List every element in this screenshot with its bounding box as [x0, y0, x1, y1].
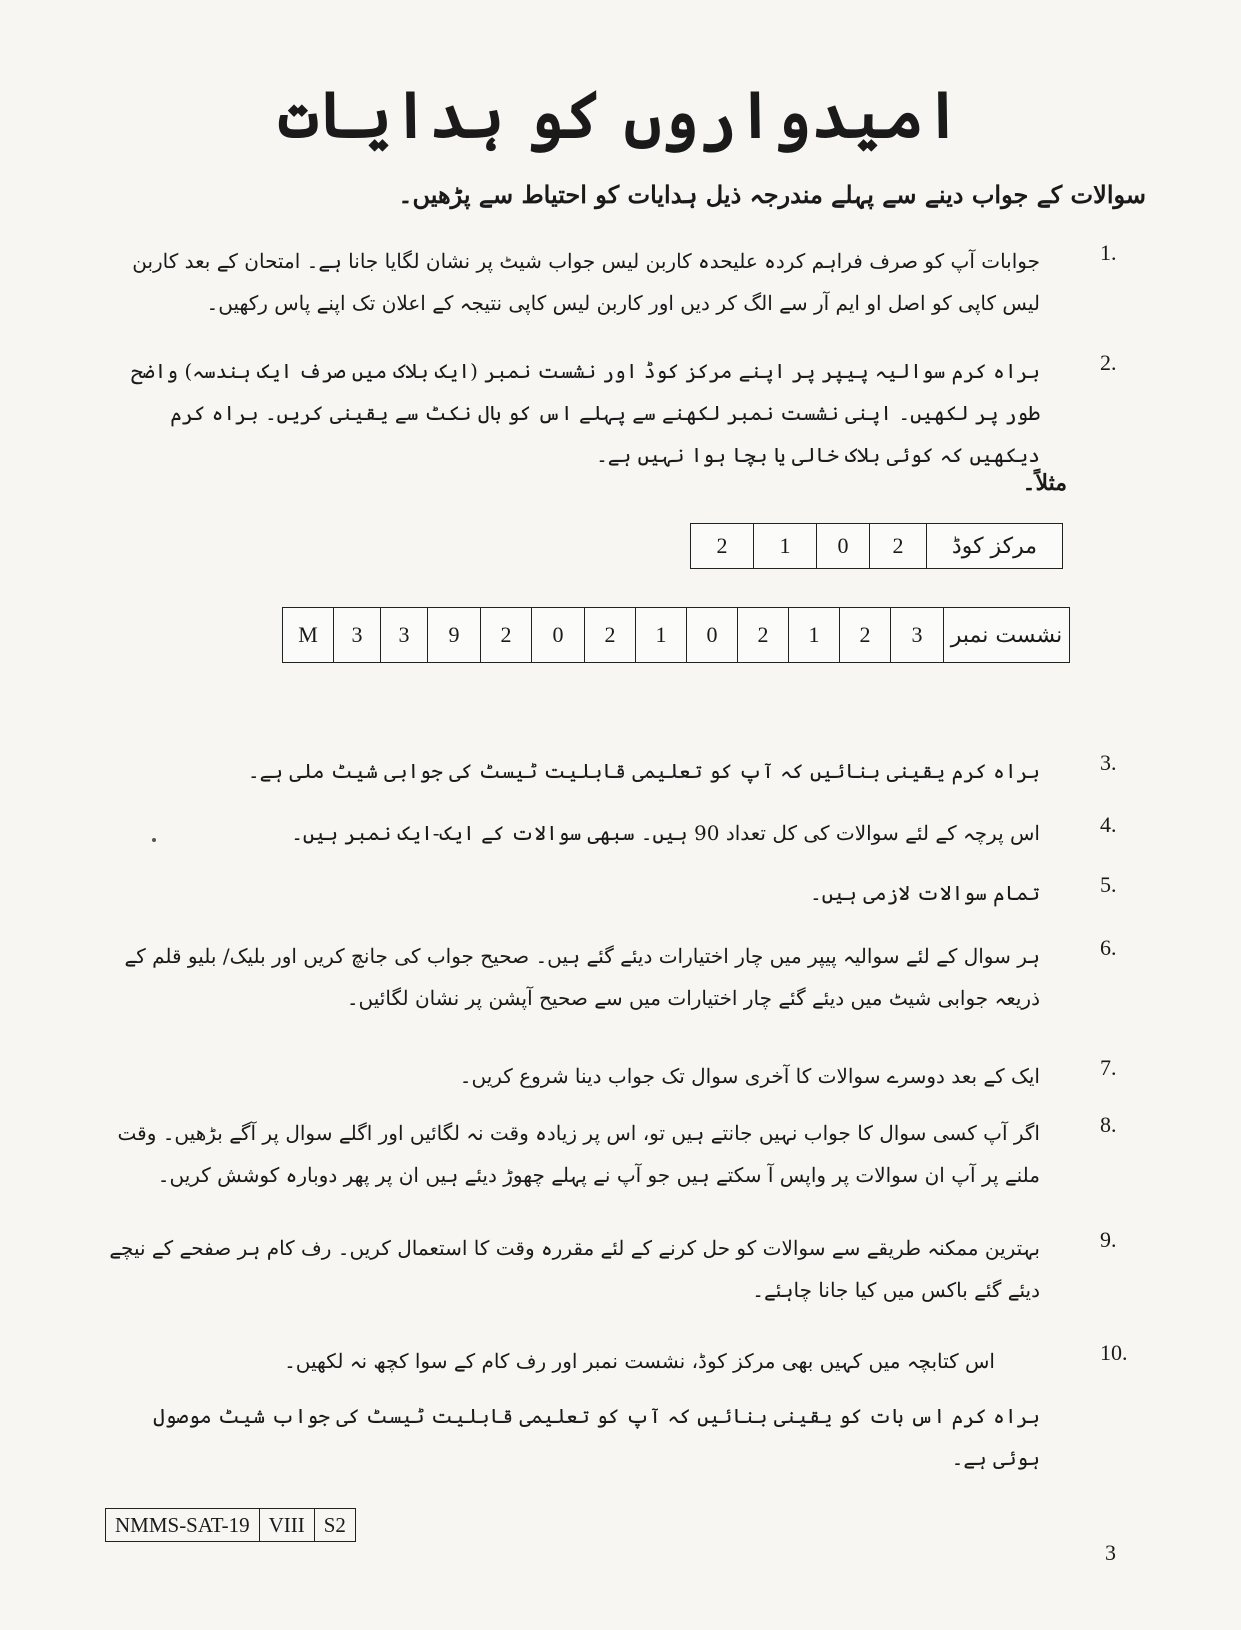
intro-text: سوالات کے جواب دینے سے پہلے مندرجہ ذیل ہدایات کو احتیاط سے پڑھیں۔ [398, 180, 1146, 209]
roll-number-char: 9 [428, 608, 481, 663]
instruction-number: 3. [1100, 750, 1117, 775]
instruction-text: براہ کرم سوالیہ پیپر پر اپنے مرکز کوڈ اور نشست نمبر (ایک بلاک میں صرف ایک ہندسہ) واضح طور پر لکھیں۔ اپنی نشست نمبر لکھنے سے پہلے اس کو بال نکٹ سے یقینی کریں۔ براہ کرم دیکھیں کہ کوئی بلاک خالی یا بچا ہوا نہیں ہے۔ [131, 359, 1040, 467]
instruction-number: 9. [1100, 1227, 1117, 1252]
instruction-8 [100, 1112, 1140, 1202]
instruction-4 [100, 812, 1140, 852]
page-number: 3 [1105, 1540, 1116, 1565]
instruction-number: 6. [1100, 935, 1117, 960]
roll-number-char: 1 [636, 608, 687, 663]
paper-code-box [105, 1508, 356, 1542]
roll-number-char: 3 [334, 608, 381, 663]
roll-number-char: 2 [840, 608, 891, 663]
centre-code-digit: 1 [754, 524, 817, 569]
centre-code-label: مرکز کوڈ [927, 524, 1063, 569]
scan-speck [152, 838, 156, 842]
instruction-text: تمام سوالات لازمی ہیں۔ [809, 881, 1040, 905]
instruction-3 [100, 750, 1140, 790]
closing-text: براہ کرم اس بات کو یقینی بنائیں کہ آپ کو تعلیمی قابلیت ٹیسٹ کی جواب شیٹ موصول ہوئی ہے۔ [153, 1404, 1040, 1470]
roll-number-char: 1 [789, 608, 840, 663]
paper-set: S2 [323, 1513, 346, 1537]
roll-number-grid [282, 607, 1070, 663]
closing-note [100, 1395, 1140, 1470]
instruction-5 [100, 872, 1140, 912]
instruction-text: اگر آپ کسی سوال کا جواب نہیں جانتے ہیں تو، اس پر زیادہ وقت نہ لگائیں اور اگلے سوال پر آگے بڑھیں۔ وقت ملنے پر آپ ان سوالات پر واپس آ سکتے ہیں جو آپ نے پہلے چھوڑ دیئے ہیں ان پر پھر دوبارہ کوشش کریں۔ [117, 1121, 1040, 1187]
example-label: مثلاً۔ [1022, 470, 1067, 496]
instruction-text: اس پرچہ کے لئے سوالات کی کل تعداد 90 ہیں۔ سبھی سوالات کے ایک-ایک نمبر ہیں۔ [291, 821, 1040, 845]
centre-code-digit: 2 [691, 524, 754, 569]
instruction-text: بہترین ممکنہ طریقے سے سوالات کو حل کرنے کے لئے مقررہ وقت کا استعمال کریں۔ رف کام ہر صفحے کے نیچے دیئے گئے باکس میں کیا جانا چاہئے۔ [109, 1236, 1040, 1302]
roll-number-label: نشست نمبر [944, 608, 1070, 663]
instruction-1 [100, 240, 1140, 330]
instruction-text: جوابات آپ کو صرف فراہم کردہ علیحدہ کاربن لیس جواب شیٹ پر نشان لگایا جانا ہے۔ امتحان کے بعد کاربن لیس کاپی کو اصل او ایم آر سے الگ کر دیں اور کاربن لیس کاپی نتیجہ کے اعلان تک اپنے پاس رکھیں۔ [132, 249, 1040, 315]
roll-number-char: M [283, 608, 334, 663]
instruction-number: 1. [1100, 240, 1117, 265]
instruction-number: 7. [1100, 1055, 1117, 1080]
instruction-7 [100, 1055, 1140, 1095]
roll-number-char: 2 [738, 608, 789, 663]
instruction-text: اس کتابچہ میں کہیں بھی مرکز کوڈ، نشست نمبر اور رف کام کے سوا کچھ نہ لکھیں۔ [284, 1349, 995, 1373]
paper-class: VIII [260, 1509, 315, 1541]
centre-code-digit: 0 [817, 524, 870, 569]
roll-number-char: 0 [687, 608, 738, 663]
roll-number-char: 2 [585, 608, 636, 663]
roll-number-char: 3 [381, 608, 428, 663]
page-title: امیدواروں کو ہدایات [279, 78, 962, 153]
roll-number-char: 3 [891, 608, 944, 663]
roll-number-char: 0 [532, 608, 585, 663]
instruction-number: 8. [1100, 1112, 1117, 1137]
instruction-number: 2. [1100, 350, 1117, 375]
instruction-number: 5. [1100, 872, 1117, 897]
instruction-2 [100, 350, 1140, 467]
instruction-text: ایک کے بعد دوسرے سوالات کا آخری سوال تک جواب دینا شروع کریں۔ [459, 1064, 1040, 1088]
instruction-text: براہ کرم یقینی بنائیں کہ آپ کو تعلیمی قابلیت ٹیسٹ کی جوابی شیٹ ملی ہے۔ [247, 759, 1040, 783]
instruction-10 [100, 1340, 1140, 1380]
instruction-6 [100, 935, 1140, 1025]
roll-number-char: 2 [481, 608, 532, 663]
instruction-text: ہر سوال کے لئے سوالیہ پیپر میں چار اختیارات دیئے گئے ہیں۔ صحیح جواب کی جانچ کریں اور بلیک/ بلیو قلم کے ذریعہ جوابی شیٹ میں دیئے گئے چار اختیارات میں سے صحیح آپشن پر نشان لگائیں۔ [124, 944, 1040, 1010]
instruction-9 [100, 1227, 1140, 1317]
instruction-number: 4. [1100, 812, 1117, 837]
paper-code: NMMS-SAT-19 [106, 1509, 260, 1541]
instruction-number: 10. [1100, 1340, 1128, 1365]
centre-code-digit: 2 [870, 524, 927, 569]
centre-code-grid [690, 523, 1063, 569]
